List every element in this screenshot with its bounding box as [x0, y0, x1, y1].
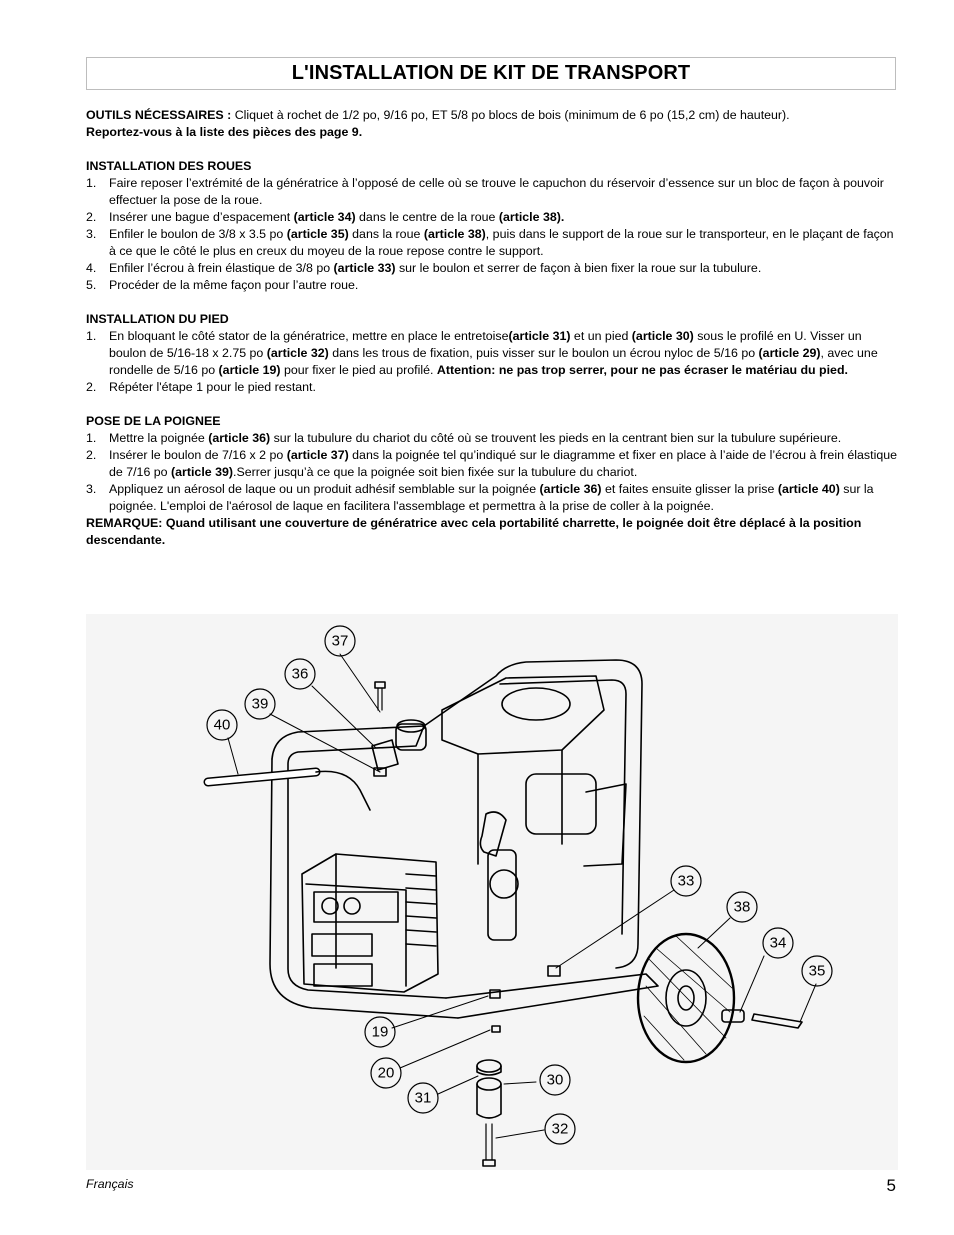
section-pied [86, 311, 898, 396]
article-ref: Attention: ne pas trop serrer, pour ne pas écraser le matériau du pied. [436, 363, 848, 377]
step-text: , puis dans le support de la roue sur le transporteur, en le plaçant de façon à ce que le côté le plus en creux du moyeu de la roue repose contre le support. [109, 227, 894, 258]
step-number: 1. [86, 329, 97, 343]
article-ref: (article 38). [498, 210, 565, 224]
outils-text: Cliquet à rochet de 1/2 po, 9/16 po, ET 5/8 po blocs de bois (minimum de 6 po (15,2 cm) de hauteur). [231, 108, 790, 122]
generator-illustration [86, 614, 898, 1170]
outils-ref: Reportez-vous à la liste des pièces des page 9. [86, 125, 363, 139]
list-roues [86, 175, 898, 294]
section-poignee [86, 413, 898, 515]
outils-paragraph [86, 107, 898, 141]
title-box [86, 57, 896, 90]
callout-19: 19 [371, 1023, 389, 1041]
step-text: Répéter l'étape 1 pour le pied restant. [109, 380, 316, 394]
article-ref: (article 32) [266, 346, 329, 360]
step-text: Enfiler le boulon de 3/8 x 3.5 po [109, 227, 287, 241]
step-number: 3. [86, 482, 97, 496]
step-text: dans les trous de fixation, puis visser sur le boulon un écrou nyloc de 5/16 po [328, 346, 759, 360]
heading-roues: INSTALLATION DES ROUES [86, 159, 252, 173]
assembly-diagram [86, 614, 898, 1170]
article-ref: (article 38) [423, 227, 486, 241]
step-number: 1. [86, 431, 97, 445]
step-number: 1. [86, 176, 97, 190]
step-text: pour fixer le pied au profilé. [280, 363, 437, 377]
step-number: 4. [86, 261, 97, 275]
step-text: et faites ensuite glisser la prise [601, 482, 778, 496]
article-ref: (article 37) [286, 448, 349, 462]
article-ref: (article 31) [508, 329, 571, 343]
pied-step [86, 379, 898, 396]
step-text: sous le profilé en U. Visser un boulon de 5/16-18 x 2.75 po [109, 329, 862, 360]
article-ref: (article 36) [208, 431, 271, 445]
page-title: L'INSTALLATION DE KIT DE TRANSPORT [291, 62, 691, 84]
article-ref: (article 30) [631, 329, 694, 343]
section-roues [86, 158, 898, 294]
roues-step [86, 277, 898, 294]
step-text: sur la tubulure du chariot du côté où se trouvent les pieds en la centrant bien sur la tubulure supérieure. [270, 431, 842, 445]
remarque-note: REMARQUE: Quand utilisant une couverture de génératrice avec cela portabilité charrette, le poignée doit être déplacé à la position descendante. [86, 516, 862, 547]
step-text: Insérer le boulon de 7/16 x 2 po [109, 448, 287, 462]
roues-step [86, 209, 898, 226]
heading-poignee: POSE DE LA POIGNEE [86, 414, 221, 428]
poignee-step [86, 447, 898, 481]
callout-33: 33 [677, 872, 695, 890]
step-number: 2. [86, 210, 97, 224]
step-text: Enfiler l’écrou à frein élastique de 3/8 po [109, 261, 334, 275]
callout-31: 31 [414, 1089, 432, 1107]
outils-label: OUTILS NÉCESSAIRES : [86, 108, 232, 122]
poignee-step [86, 481, 898, 515]
step-number: 3. [86, 227, 97, 241]
step-text: sur la poignée. L'emploi de l'aérosol de laque en facilitera l'assemblage et permettra à la prise de coller à la poignée. [109, 482, 874, 513]
step-text: Procéder de la même façon pour l’autre roue. [109, 278, 359, 292]
step-text: et un pied [570, 329, 632, 343]
heading-pied: INSTALLATION DU PIED [86, 312, 229, 326]
list-pied [86, 328, 898, 396]
step-text: Mettre la poignée [109, 431, 209, 445]
content [86, 107, 898, 549]
step-text: Appliquez un aérosol de laque ou un produit adhésif semblable sur la poignée [109, 482, 540, 496]
pied-step [86, 328, 898, 379]
step-text: dans la poignée tel qu’indiqué sur le diagramme et fixer en place à l’aide de l’écrou à frein élastique de 7/16 po [109, 448, 897, 479]
callout-32: 32 [551, 1120, 569, 1138]
roues-step [86, 175, 898, 209]
callout-34: 34 [769, 934, 787, 952]
step-text: , avec une rondelle de 5/16 po [109, 346, 878, 377]
page-number: 5 [886, 1176, 896, 1195]
step-text: En bloquant le côté stator de la génératrice, mettre en place le entretoise [109, 329, 509, 343]
callout-37: 37 [331, 632, 349, 650]
callout-40: 40 [213, 716, 231, 734]
callout-35: 35 [808, 962, 826, 980]
article-ref: (article 39) [171, 465, 233, 479]
callout-38: 38 [733, 898, 751, 916]
article-ref: (article 19) [218, 363, 281, 377]
article-ref: (article 35) [286, 227, 349, 241]
step-number: 2. [86, 448, 97, 462]
poignee-step [86, 430, 898, 447]
step-text: dans la roue [348, 227, 424, 241]
callout-20: 20 [377, 1064, 395, 1082]
list-poignee [86, 430, 898, 515]
article-ref: (article 36) [539, 482, 602, 496]
roues-step [86, 226, 898, 260]
footer-language: Français [86, 1177, 134, 1191]
step-number: 5. [86, 278, 97, 292]
roues-step [86, 260, 898, 277]
article-ref: (article 33) [333, 261, 396, 275]
callout-36: 36 [291, 665, 309, 683]
step-text: .Serrer jusqu’à ce que la poignée soit bien fixée sur la tubulure du chariot. [233, 465, 638, 479]
step-text: dans le centre de la roue [355, 210, 499, 224]
step-text: Insérer une bague d’espacement [109, 210, 294, 224]
article-ref: (article 29) [758, 346, 821, 360]
step-number: 2. [86, 380, 97, 394]
step-text: sur le boulon et serrer de façon à bien fixer la roue sur la tubulure. [395, 261, 762, 275]
callout-39: 39 [251, 695, 269, 713]
article-ref: (article 40) [777, 482, 840, 496]
callout-30: 30 [546, 1071, 564, 1089]
step-text: Faire reposer l’extrémité de la génératrice à l’opposé de celle où se trouve le capuchon du réservoir d’essence sur un bloc de façon à pouvoir effectuer la pose de la roue. [109, 176, 884, 207]
article-ref: (article 34) [293, 210, 356, 224]
